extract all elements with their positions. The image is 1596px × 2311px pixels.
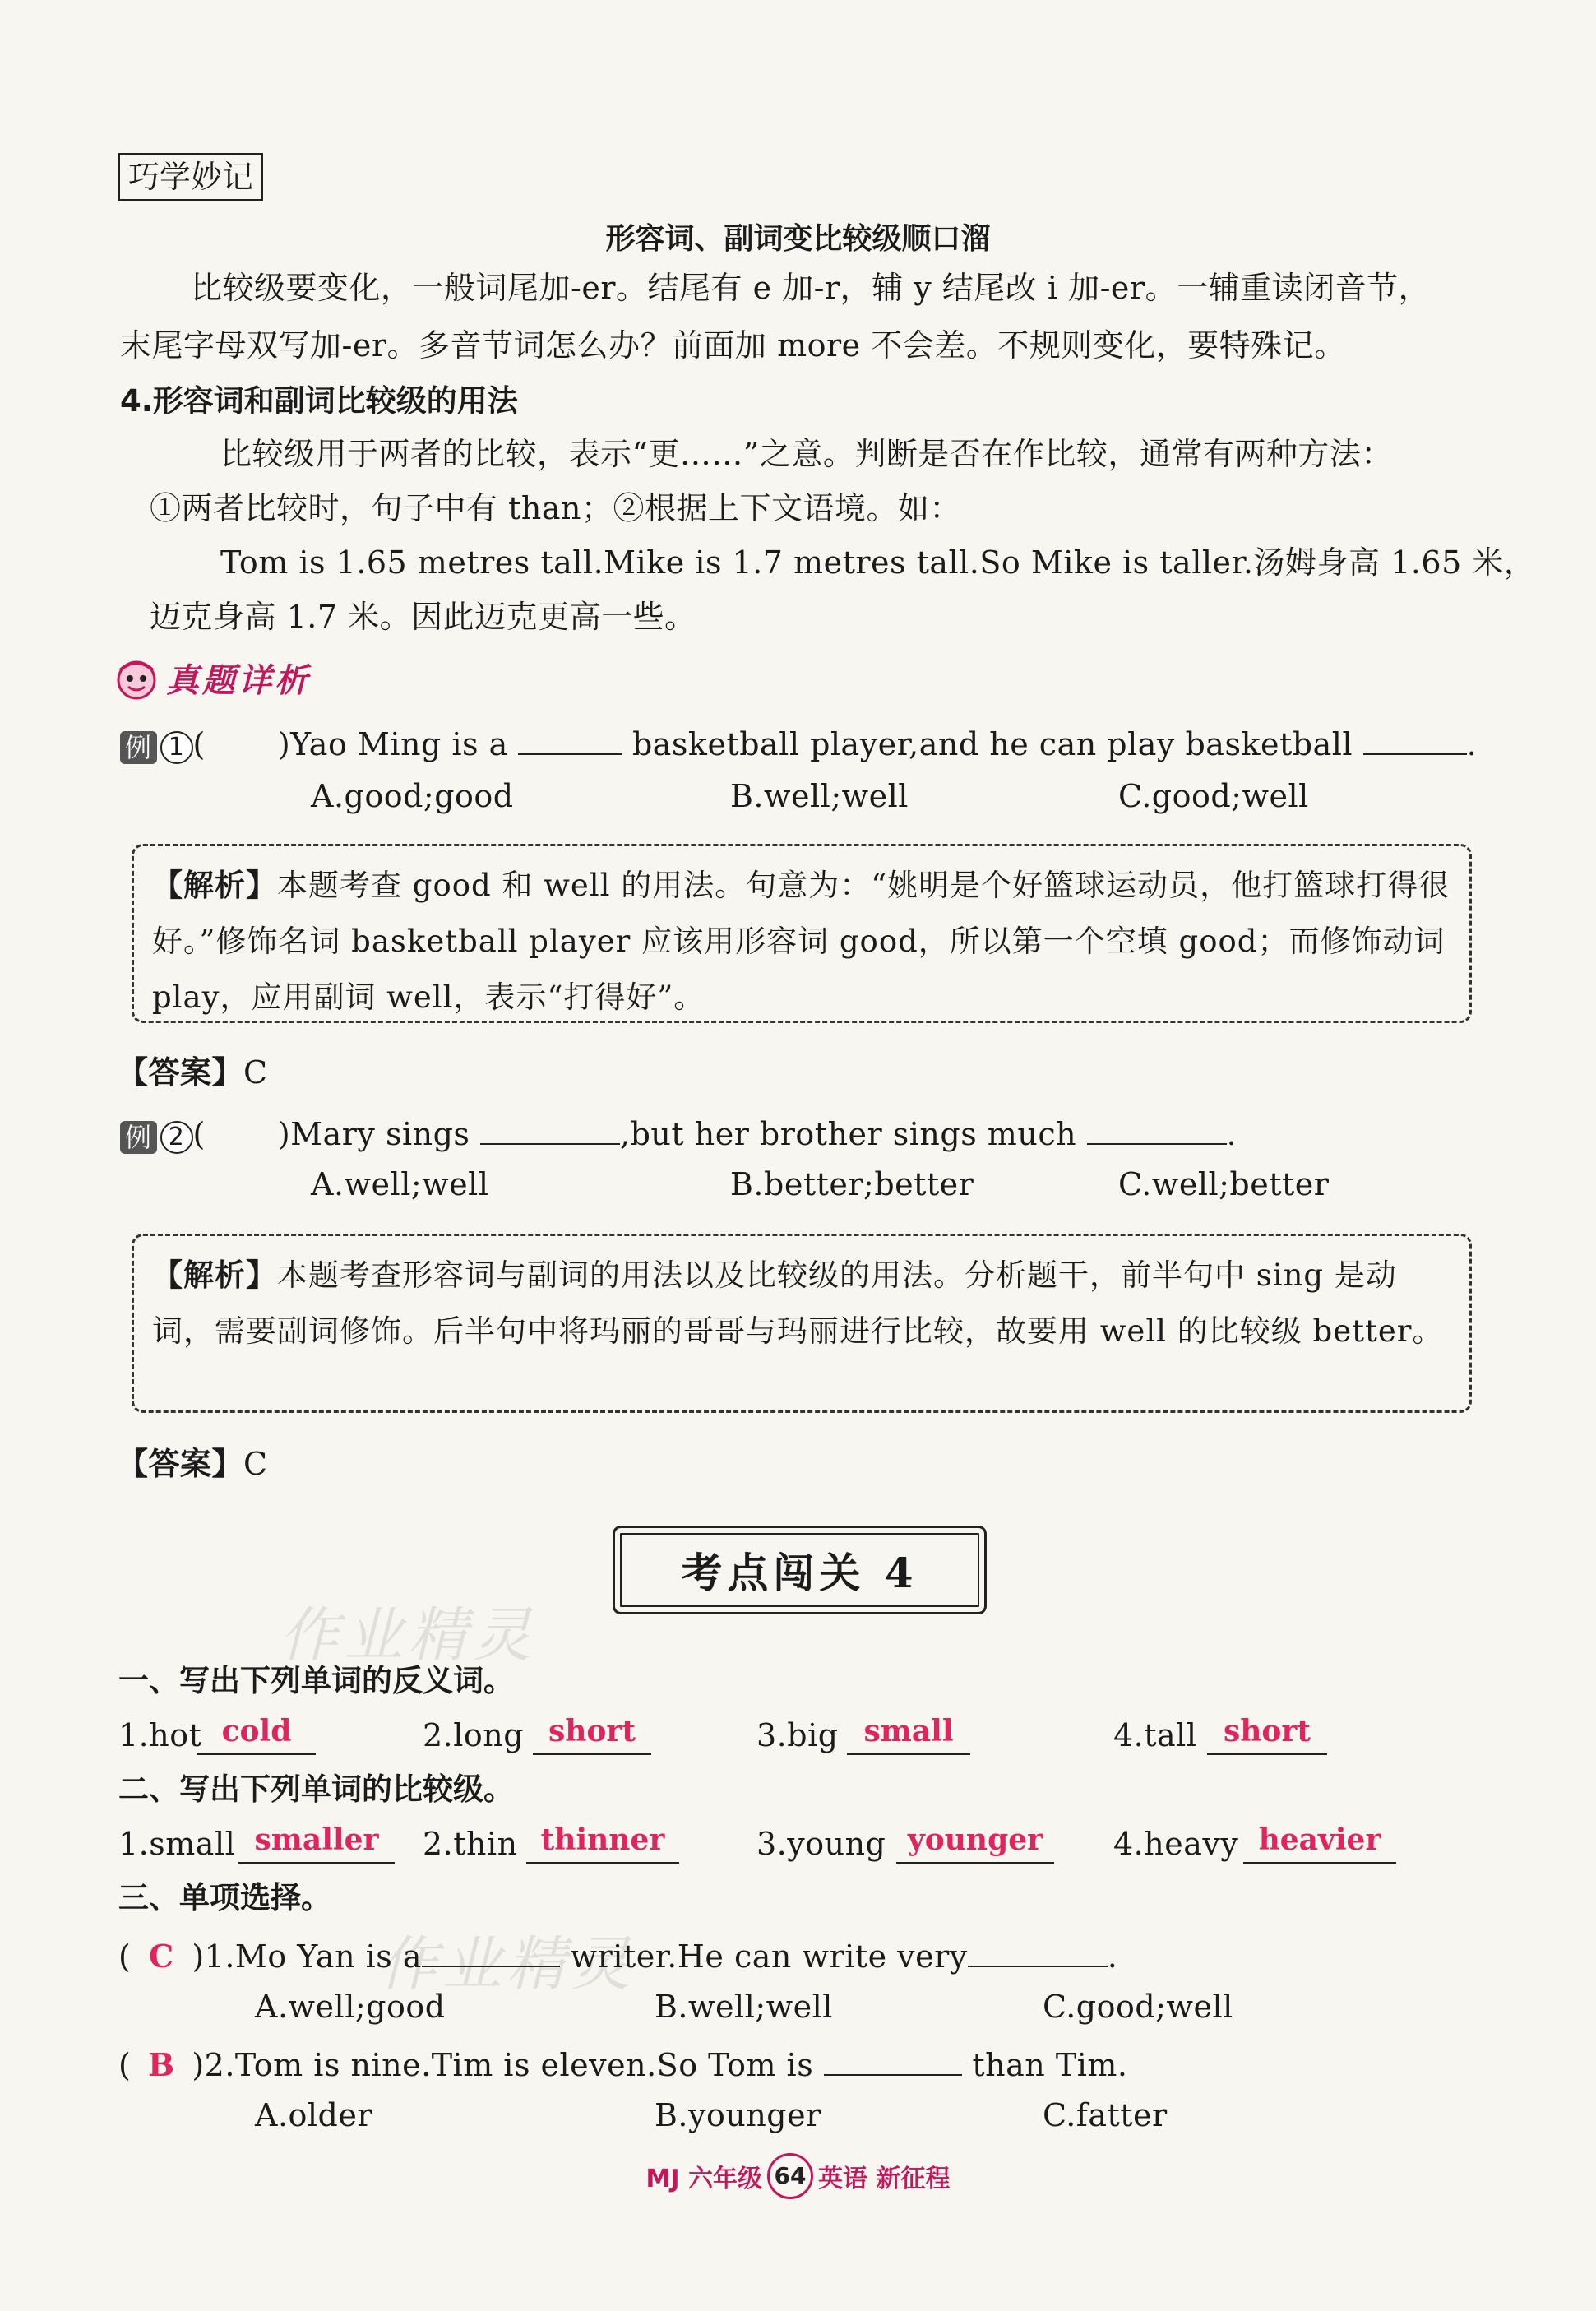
answer-fill: younger <box>907 1822 1043 1857</box>
analysis-label: 【解析】 <box>152 868 277 903</box>
watermark: 作业精灵 <box>280 1600 537 1670</box>
rhyme-title: 形容词、副词变比较级顺口溜 <box>605 222 991 256</box>
part-2-q3: 3.young <box>756 1826 886 1862</box>
part-1-q2: 2.long <box>423 1717 525 1753</box>
answer-fill: B <box>148 2046 175 2083</box>
example-number: 1 <box>160 731 193 764</box>
section-paragraph: 迈克身高 1.7 米。因此迈克更高一些。 <box>150 599 696 635</box>
answer-fill: cold <box>221 1714 292 1748</box>
answer-fill: small <box>863 1714 954 1748</box>
option-b[interactable]: B.better;better <box>730 1166 974 1202</box>
footer-left: MJ 六年级 <box>645 2165 762 2193</box>
answer-fill: thinner <box>540 1822 665 1857</box>
section-paragraph: 比较级用于两者的比较，表示“更……”之意。判断是否在作比较，通常有两种方法： <box>220 436 1393 472</box>
answer-label: 【答案】 <box>117 1054 244 1091</box>
answer-fill: C <box>148 1938 174 1975</box>
answer-blank[interactable] <box>968 1933 1108 1967</box>
page-number: 64 <box>767 2153 813 2199</box>
option-b[interactable]: B.well;well <box>655 1989 833 2025</box>
real-exam-title: 真题详析 <box>166 661 311 700</box>
analysis-label: 【解析】 <box>152 1257 277 1293</box>
option-c[interactable]: C.well;better <box>1118 1166 1330 1202</box>
part-2-q2: 2.thin <box>423 1826 518 1862</box>
option-c[interactable]: C.good;well <box>1118 778 1309 814</box>
part-1-q4: 4.tall <box>1113 1717 1197 1753</box>
answer-blank[interactable] <box>422 1933 560 1967</box>
answer-blank[interactable] <box>1087 1110 1227 1145</box>
answer-value: C <box>243 1054 268 1091</box>
real-exam-header <box>113 655 311 702</box>
banner-title: 考点闯关 4 <box>681 1549 918 1597</box>
example-badge: 例 <box>120 1121 157 1154</box>
tip-box-label: 巧学妙记 <box>118 153 263 201</box>
answer-blank[interactable] <box>824 2041 962 2076</box>
analysis-box <box>132 1234 1472 1413</box>
section-heading: 4.形容词和副词比较级的用法 <box>120 383 518 419</box>
analysis-box <box>132 844 1472 1023</box>
watermark: 作业精灵 <box>378 1929 636 1998</box>
part-2-q1: 1.small <box>118 1826 236 1862</box>
analysis-text: 本题考查形容词与副词的用法以及比较级的用法。分析题干，前半句中 sing 是动词，需要副词修饰。后半句中将玛丽的哥哥与玛丽进行比较，故要用 well 的比较级 better。 <box>152 1257 1444 1349</box>
part-1-q1: 1.hot <box>118 1717 202 1753</box>
option-a[interactable]: A.good;good <box>311 778 514 814</box>
part-3-q2: ( B )2.Tom is nine.Tim is eleven.So Tom is than Tim. <box>118 2041 1127 2085</box>
mascot-icon <box>113 655 160 702</box>
example-2-stem-part: Mary sings <box>290 1116 470 1152</box>
example-badge: 例 <box>120 731 157 764</box>
answer-fill: heavier <box>1258 1822 1381 1857</box>
answer-fill: smaller <box>254 1822 379 1857</box>
part-2-heading: 二、写出下列单词的比较级。 <box>118 1771 514 1807</box>
part-3-heading: 三、单项选择。 <box>118 1880 331 1915</box>
example-1-stem: 例 1 ( )Yao Ming is a basketball player,and he can play basketball . <box>120 720 1477 764</box>
exercise-banner <box>613 1526 987 1614</box>
example-number: 2 <box>160 1121 193 1154</box>
option-b[interactable]: B.younger <box>655 2097 821 2133</box>
rhyme-line: 末尾字母双写加-er。多音节词怎么办？前面加 more 不会差。不规则变化，要特殊记。 <box>120 327 1346 364</box>
footer-right: 英语 新征程 <box>818 2165 951 2193</box>
option-c[interactable]: C.fatter <box>1043 2097 1168 2133</box>
option-a[interactable]: A.well;well <box>311 1166 489 1202</box>
page-footer <box>0 2153 1596 2199</box>
section-paragraph: ①两者比较时，句子中有 than；②根据上下文语境。如： <box>150 490 961 526</box>
part-3-q1: ( C )1.Mo Yan is a writer.He can write very . <box>118 1933 1117 1976</box>
option-a[interactable]: A.well;good <box>255 1989 446 2025</box>
example-2-stem-part: ,but her brother sings much <box>620 1116 1077 1152</box>
answer-fill: short <box>1223 1714 1311 1748</box>
example-1-stem-part: basketball player,and he can play basketball <box>631 726 1353 762</box>
answer-blank[interactable] <box>1363 720 1467 755</box>
analysis-text: 本题考查 good 和 well 的用法。句意为：“姚明是个好篮球运动员，他打篮球打得很好。”修饰名词 basketball player 应该用形容词 good，所以第一个空填 good；而修饰动词 play，应用副词 well，表示“打得好”。 <box>152 868 1450 1015</box>
part-2-q4: 4.heavy <box>1113 1826 1239 1862</box>
answer-blank[interactable] <box>518 720 622 755</box>
option-b[interactable]: B.well;well <box>730 778 909 814</box>
part-1-heading: 一、写出下列单词的反义词。 <box>118 1663 514 1698</box>
section-paragraph: Tom is 1.65 metres tall.Mike is 1.7 metres tall.So Mike is taller.汤姆身高 1.65 米， <box>220 544 1536 581</box>
example-1-stem-part: Yao Ming is a <box>290 726 508 762</box>
answer-fill: short <box>548 1714 636 1748</box>
answer-value: C <box>243 1446 268 1482</box>
answer-line <box>117 1444 268 1484</box>
rhyme-line: 比较级要变化，一般词尾加-er。结尾有 e 加-r，辅 y 结尾改 i 加-er。一辅重读闭音节， <box>191 270 1431 306</box>
part-1-q3: 3.big <box>756 1717 839 1753</box>
example-2-stem: 例 2 ( )Mary sings ,but her brother sings much . <box>120 1110 1237 1154</box>
option-c[interactable]: C.good;well <box>1043 1989 1233 2025</box>
answer-label: 【答案】 <box>117 1446 244 1482</box>
answer-line <box>117 1053 268 1092</box>
answer-blank[interactable] <box>480 1110 620 1145</box>
option-a[interactable]: A.older <box>255 2097 373 2133</box>
